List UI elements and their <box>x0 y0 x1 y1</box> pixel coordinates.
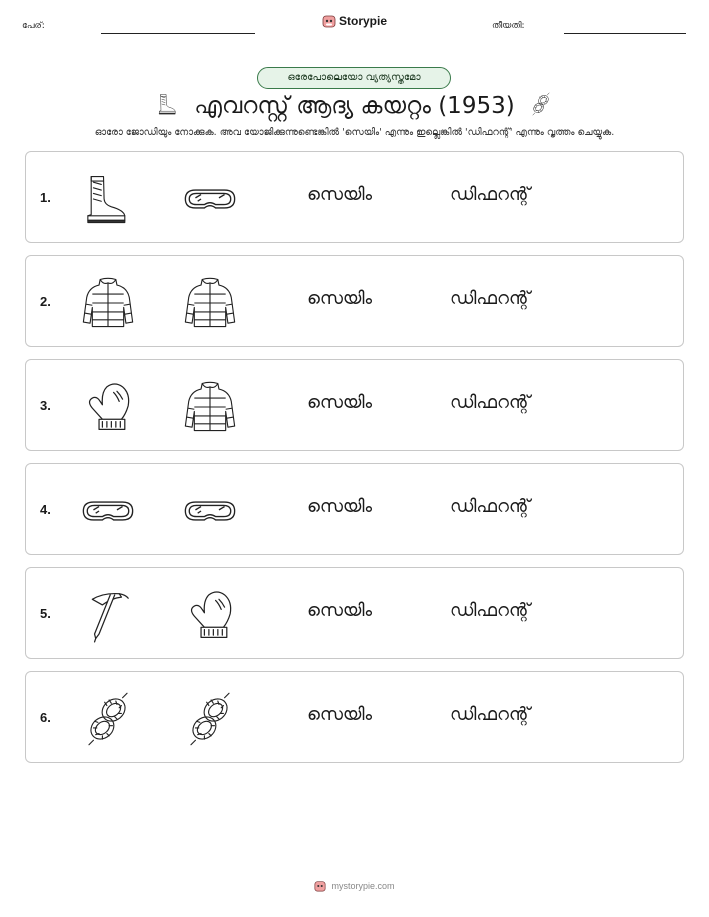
boot-icon <box>80 171 136 227</box>
footer-url: mystorypie.com <box>331 881 395 891</box>
storypie-logo-icon <box>322 14 336 28</box>
name-label: പേര്: <box>22 21 45 31</box>
question-number: 3. <box>40 398 51 413</box>
question-row <box>25 567 684 659</box>
jacket-icon <box>182 379 238 435</box>
question-number: 1. <box>40 190 51 205</box>
question-number: 5. <box>40 606 51 621</box>
goggles-icon <box>80 483 136 539</box>
different-option[interactable]: ഡിഫറന്റ് <box>450 288 531 309</box>
footer <box>0 880 709 892</box>
goggles-icon <box>182 171 238 227</box>
name-line <box>101 33 255 34</box>
jacket-icon <box>182 275 238 331</box>
question-number: 6. <box>40 710 51 725</box>
question-number: 4. <box>40 502 51 517</box>
same-option[interactable]: സെയിം <box>307 600 373 621</box>
page-title: എവറസ്റ്റ് ആദ്യ കയറ്റം (1953) <box>194 93 515 119</box>
rope-icon <box>182 691 238 747</box>
jacket-icon <box>80 275 136 331</box>
boot-icon <box>156 92 180 120</box>
different-option[interactable]: ഡിഫറന്റ് <box>450 184 531 205</box>
different-option[interactable]: ഡിഫറന്റ് <box>450 704 531 725</box>
rope-icon <box>80 691 136 747</box>
date-line <box>564 33 686 34</box>
worksheet-type-badge: ഒരേപോലെയോ വ്യത്യസ്തമോ <box>257 67 451 89</box>
question-row <box>25 671 684 763</box>
brand <box>322 14 387 28</box>
different-option[interactable]: ഡിഫറന്റ് <box>450 392 531 413</box>
question-row <box>25 255 684 347</box>
same-option[interactable]: സെയിം <box>307 496 373 517</box>
goggles-icon <box>182 483 238 539</box>
instructions: ഓരോ ജോഡിയും നോക്കുക. അവ യോജിക്കുന്നുണ്ടെങ്കിൽ 'സെയിം' എന്നും ഇല്ലെങ്കിൽ 'ഡിഫറന്റ്' എന്നും വൃത്തം ചെയ്യുക. <box>94 127 615 138</box>
different-option[interactable]: ഡിഫറന്റ് <box>450 496 531 517</box>
title-row <box>0 88 709 124</box>
storypie-logo-icon <box>314 880 326 892</box>
date-label: തീയതി: <box>492 21 525 31</box>
same-option[interactable]: സെയിം <box>307 704 373 725</box>
rope-icon <box>529 92 553 120</box>
same-option[interactable]: സെയിം <box>307 288 373 309</box>
question-number: 2. <box>40 294 51 309</box>
mitten-icon <box>182 587 238 643</box>
ice-axe-icon <box>80 587 136 643</box>
question-row <box>25 463 684 555</box>
same-option[interactable]: സെയിം <box>307 184 373 205</box>
mitten-icon <box>80 379 136 435</box>
worksheet-header <box>0 14 709 38</box>
different-option[interactable]: ഡിഫറന്റ് <box>450 600 531 621</box>
brand-name: Storypie <box>339 14 388 28</box>
same-option[interactable]: സെയിം <box>307 392 373 413</box>
question-row <box>25 359 684 451</box>
question-row <box>25 151 684 243</box>
